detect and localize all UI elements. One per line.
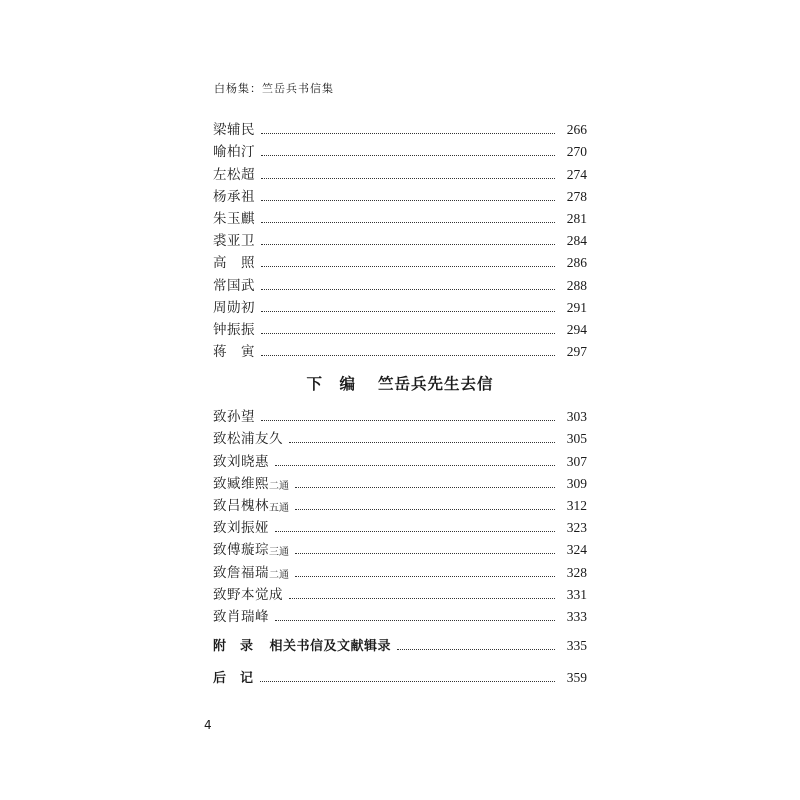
running-header: 白杨集：竺岳兵书信集 bbox=[214, 82, 334, 95]
leader-dots bbox=[295, 553, 555, 554]
section-part-label: 下 编 bbox=[306, 374, 356, 393]
toc-entry-title: 杨承祖 bbox=[213, 188, 255, 205]
leader-dots bbox=[261, 155, 555, 156]
leader-dots bbox=[261, 355, 555, 356]
toc-entry-page: 324 bbox=[566, 542, 587, 558]
toc-entry-title: 高 照 bbox=[213, 255, 255, 272]
toc-entry-title: 致孙望 bbox=[213, 409, 255, 426]
toc-entry[interactable] bbox=[213, 581, 587, 603]
toc-entry-page: 284 bbox=[566, 233, 587, 249]
toc-entry[interactable] bbox=[213, 116, 587, 138]
toc-entry-appendix[interactable] bbox=[213, 632, 587, 654]
toc-entry-page: 323 bbox=[566, 520, 587, 536]
toc-part-2 bbox=[213, 403, 587, 625]
leader-dots bbox=[295, 487, 555, 488]
leader-dots bbox=[260, 681, 555, 682]
toc-entry[interactable] bbox=[213, 160, 587, 182]
toc-entry-page: 266 bbox=[566, 122, 587, 138]
appendix-label: 附 录 bbox=[213, 639, 254, 655]
toc-entry[interactable] bbox=[213, 249, 587, 271]
toc-entry-page: 281 bbox=[566, 210, 587, 226]
section-heading bbox=[0, 372, 800, 394]
toc-entry-title: 致刘晓惠 bbox=[213, 453, 269, 470]
toc-entry-page: 286 bbox=[566, 255, 587, 271]
toc-entry-title: 梁辅民 bbox=[213, 122, 255, 139]
toc-entry-title: 裘亚卫 bbox=[213, 233, 255, 250]
toc-entry-note: 五通 bbox=[269, 502, 289, 514]
toc-entry[interactable] bbox=[213, 227, 587, 249]
toc-entry[interactable] bbox=[213, 271, 587, 293]
toc-entry[interactable] bbox=[213, 403, 587, 425]
toc-entry-page: 305 bbox=[566, 431, 587, 447]
toc-entry-title: 蒋 寅 bbox=[213, 344, 255, 361]
toc-entry-title: 致肖瑞峰 bbox=[213, 608, 269, 625]
appendix-page: 335 bbox=[566, 638, 587, 654]
leader-dots bbox=[261, 133, 555, 134]
toc-entry-page: 291 bbox=[566, 299, 587, 315]
leader-dots bbox=[261, 266, 555, 267]
toc-entry-page: 333 bbox=[566, 608, 587, 624]
leader-dots bbox=[397, 649, 555, 650]
toc-entry[interactable] bbox=[213, 470, 587, 492]
toc-appendix bbox=[213, 632, 587, 654]
toc-entry-title: 致吕槐林 bbox=[213, 497, 269, 514]
toc-entry-title: 左松超 bbox=[213, 166, 255, 183]
toc-entry-title: 常国武 bbox=[213, 277, 255, 294]
toc-entry[interactable] bbox=[213, 603, 587, 625]
leader-dots bbox=[295, 509, 555, 510]
toc-entry[interactable] bbox=[213, 138, 587, 160]
toc-entry-page: 294 bbox=[566, 321, 587, 337]
toc-entry[interactable] bbox=[213, 536, 587, 558]
toc-entry-page: 328 bbox=[566, 564, 587, 580]
toc-entry[interactable] bbox=[213, 205, 587, 227]
toc-entry-page: 288 bbox=[566, 277, 587, 293]
toc-entry-afterword[interactable] bbox=[213, 664, 587, 686]
leader-dots bbox=[261, 244, 555, 245]
toc-entry-title: 致野本觉成 bbox=[213, 586, 283, 603]
toc-entry[interactable] bbox=[213, 183, 587, 205]
toc-entry-page: 309 bbox=[566, 475, 587, 491]
leader-dots bbox=[275, 531, 555, 532]
toc-entry[interactable] bbox=[213, 558, 587, 580]
leader-dots bbox=[289, 442, 555, 443]
leader-dots bbox=[261, 420, 555, 421]
toc-entry-title: 周勋初 bbox=[213, 299, 255, 316]
leader-dots bbox=[289, 598, 555, 599]
leader-dots bbox=[261, 311, 555, 312]
page-number: 4 bbox=[204, 718, 212, 732]
toc-entry-note: 二通 bbox=[269, 569, 289, 581]
leader-dots bbox=[261, 333, 555, 334]
toc-entry[interactable] bbox=[213, 338, 587, 360]
toc-entry[interactable] bbox=[213, 492, 587, 514]
leader-dots bbox=[261, 200, 555, 201]
toc-entry-page: 297 bbox=[566, 344, 587, 360]
afterword-label: 后 记 bbox=[213, 671, 254, 687]
toc-entry-page: 270 bbox=[566, 144, 587, 160]
toc-entry-title: 致刘振娅 bbox=[213, 520, 269, 537]
toc-entry-title: 朱玉麒 bbox=[213, 210, 255, 227]
toc-entry-page: 307 bbox=[566, 453, 587, 469]
toc-entry-title: 致松浦友久 bbox=[213, 431, 283, 448]
leader-dots bbox=[261, 222, 555, 223]
toc-entry-note: 三通 bbox=[269, 547, 289, 559]
toc-entry-title: 喻柏汀 bbox=[213, 144, 255, 161]
toc-entry-page: 278 bbox=[566, 188, 587, 204]
leader-dots bbox=[275, 465, 555, 466]
toc-entry[interactable] bbox=[213, 294, 587, 316]
toc-entry-note: 二通 bbox=[269, 480, 289, 492]
toc-entry[interactable] bbox=[213, 425, 587, 447]
toc-entry-title: 致臧维熙 bbox=[213, 475, 269, 492]
leader-dots bbox=[261, 178, 555, 179]
toc-entry-title: 致傅璇琮 bbox=[213, 542, 269, 559]
toc-entry-title: 致詹福瑞 bbox=[213, 564, 269, 581]
leader-dots bbox=[261, 289, 555, 290]
leader-dots bbox=[275, 620, 555, 621]
toc-part-1 bbox=[213, 116, 587, 360]
toc-entry-page: 312 bbox=[566, 497, 587, 513]
toc-entry[interactable] bbox=[213, 316, 587, 338]
toc-entry[interactable] bbox=[213, 447, 587, 469]
appendix-title: 相关书信及文献辑录 bbox=[269, 639, 392, 655]
toc-entry-page: 331 bbox=[566, 586, 587, 602]
afterword-page: 359 bbox=[566, 670, 587, 686]
toc-entry-page: 303 bbox=[566, 409, 587, 425]
leader-dots bbox=[295, 576, 555, 577]
toc-entry[interactable] bbox=[213, 514, 587, 536]
toc-entry-title: 钟振振 bbox=[213, 321, 255, 338]
section-title: 竺岳兵先生去信 bbox=[378, 374, 494, 393]
toc-entry-page: 274 bbox=[566, 166, 587, 182]
toc-afterword bbox=[213, 664, 587, 686]
